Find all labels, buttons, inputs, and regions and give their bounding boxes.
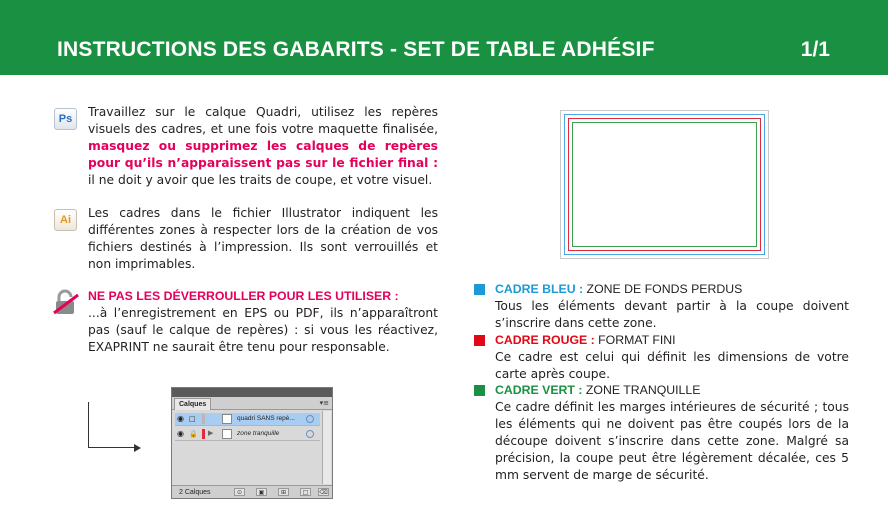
green-frame [572, 122, 757, 247]
pointer-arrow-line [88, 447, 137, 448]
legend-label [495, 282, 742, 297]
locate-object-icon[interactable]: ⊙ [234, 488, 245, 496]
panel-menu-icon[interactable]: ▾≡ [319, 399, 329, 407]
legend-description: Ce cadre définit les marges intérieures de sécurité ; tous les éléments qui ne doivent pas être coupés lors de la découpe doivent s’inscrire dans cette zone. Malgré sa précision, la coupe peut être légèrement décalée, ces 5 mm servent de marge de sécurité. [495, 400, 849, 482]
panel-titlebar [172, 388, 332, 397]
lock-empty-icon[interactable]: □ [189, 415, 196, 423]
arrow-right-icon [134, 444, 141, 452]
target-circle-icon[interactable] [306, 415, 314, 423]
legend-label-name: CADRE BLEU : [495, 282, 584, 296]
expand-triangle-icon[interactable]: ▶ [208, 429, 214, 437]
ps-text-2: il ne doit y avoir que les traits de coupe, et votre visuel. [88, 173, 433, 187]
legend-label [495, 333, 676, 348]
green-square-icon [474, 385, 485, 396]
unlock-forbidden-icon [52, 288, 80, 316]
layer-color-swatch [202, 429, 205, 439]
legend-label-name: CADRE ROUGE : [495, 333, 595, 347]
illustrator-icon: Ai [54, 209, 77, 231]
warning-title: NE PAS LES DÉVERROULLER POUR LES UTILISER : [88, 289, 399, 303]
blue-square-icon [474, 284, 485, 295]
layer-row[interactable] [175, 413, 320, 426]
red-square-icon [474, 335, 485, 346]
page-title: INSTRUCTIONS DES GABARITS - SET DE TABLE ADHÉSIF [57, 38, 655, 61]
layer-name: zone tranquille [237, 430, 280, 437]
new-layer-icon[interactable]: □ [300, 488, 311, 496]
layer-row[interactable] [175, 428, 320, 441]
legend-zone: ZONE TRANQUILLE [582, 383, 701, 397]
illustrator-instructions: Les cadres dans le fichier Illustrator indiquent les différentes zones à respecter lors de la création de vos fichiers destinés à l’impression. Ils sont verrouillés et non imprimables. [88, 206, 438, 271]
layer-thumbnail [222, 414, 232, 424]
new-sublayer-icon[interactable]: ⊞ [278, 488, 289, 496]
header-bar [0, 0, 888, 75]
layer-color-swatch [202, 414, 205, 424]
warning-text: ...à l’enregistrement en EPS ou PDF, ils n’apparaîtront pas (sauf le calque de repères) : si vous les réactivez, EXAPRINT ne saurait être tenu pour responsable. [88, 306, 438, 354]
photoshop-instructions [88, 104, 438, 189]
pointer-arrow-line [88, 402, 89, 448]
panel-scrollbar[interactable] [322, 411, 331, 484]
tab-layers[interactable]: Calques [174, 398, 211, 410]
layer-count: 2 Calques [179, 489, 211, 496]
legend-label [495, 383, 700, 398]
delete-layer-icon[interactable]: ⌫ [319, 489, 328, 496]
legend-description: Tous les éléments devant partir à la coupe doivent s’inscrire dans cette zone. [495, 299, 849, 330]
template-preview [560, 110, 769, 259]
lock-icon[interactable]: 🔒 [189, 430, 198, 438]
target-circle-icon[interactable] [306, 430, 314, 438]
legend-zone: ZONE DE FONDS PERDUS [583, 282, 743, 296]
legend-label-name: CADRE VERT : [495, 383, 583, 397]
ps-text-1: Travaillez sur le calque Quadri, utilisez les repères visuels des cadres, et une fois votre maquette finalisée, [88, 105, 438, 136]
eye-icon[interactable]: ◉ [177, 429, 184, 438]
page-number: 1/1 [800, 38, 830, 61]
make-mask-icon[interactable]: ▣ [256, 488, 267, 496]
ps-highlight: masquez ou supprimez les calques de repères pour qu’ils n’apparaissent pas sur le fichier final : [88, 139, 438, 170]
eye-icon[interactable]: ◉ [177, 414, 184, 423]
layers-panel [171, 387, 333, 499]
layer-thumbnail [222, 429, 232, 439]
legend-description: Ce cadre est celui qui définit les dimensions de votre carte après coupe. [495, 350, 849, 381]
legend-zone: FORMAT FINI [594, 333, 676, 347]
photoshop-icon: Ps [54, 108, 77, 130]
layer-name: quadri SANS repè... [237, 415, 295, 422]
